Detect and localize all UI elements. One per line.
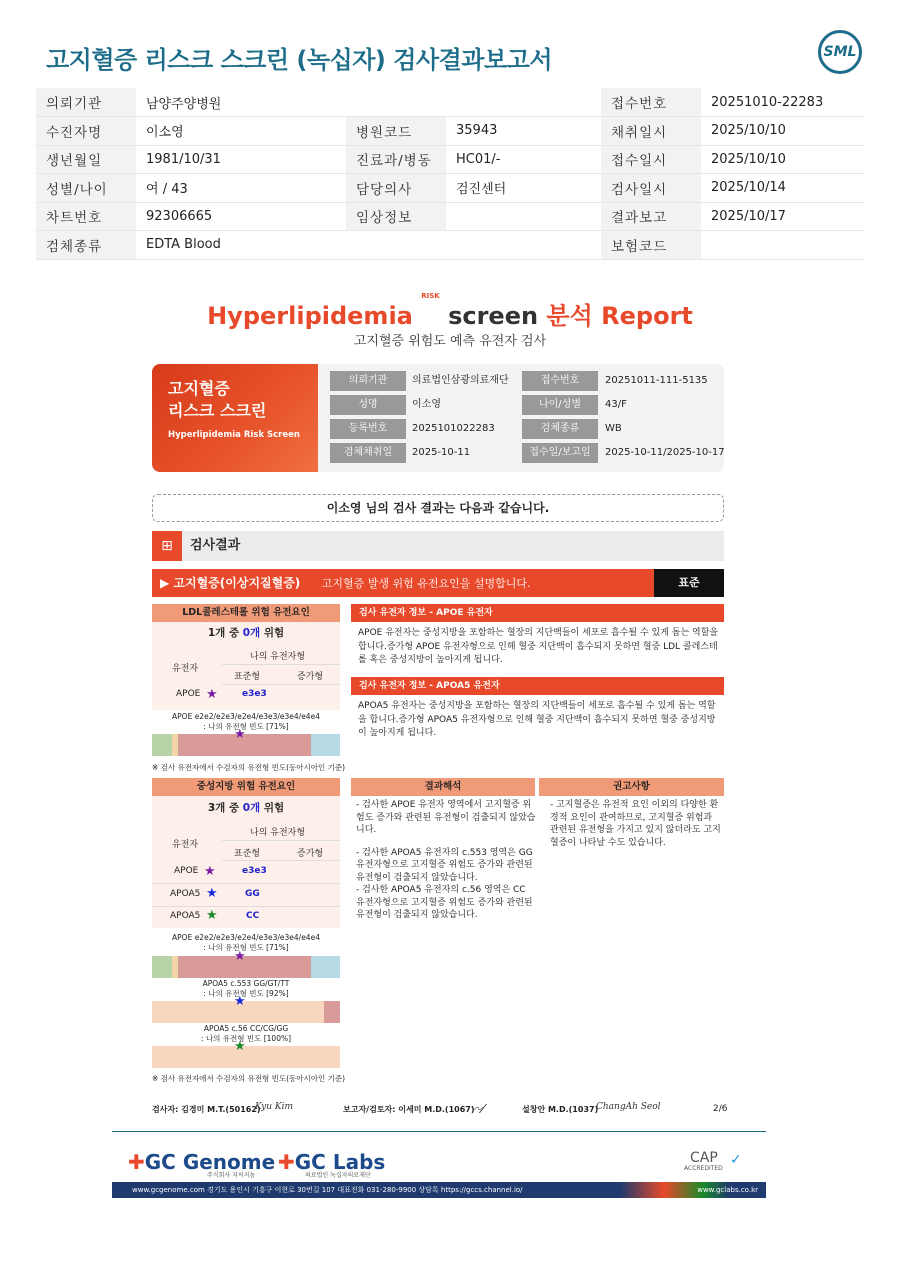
cap-sub: ACCREDITED [684, 1165, 723, 1172]
label-result-report: 결과보고 [601, 202, 701, 231]
tg-note: ※ 검사 유전자에서 수검자의 유전형 빈도(동아시아인 기준) [152, 1074, 346, 1083]
table-row [36, 202, 864, 231]
col-gene: 유전자 [172, 840, 199, 850]
table-row [36, 231, 864, 260]
signature-2: 〰⁄ [470, 1102, 485, 1116]
cap-logo: CAP [690, 1150, 718, 1166]
info-value: 2025101022283 [412, 423, 495, 434]
tg-count [152, 800, 340, 815]
tg-caption-apoa5-553 [152, 979, 340, 999]
report-subtitle: 고지혈증 위험도 예측 유전자 검사 [353, 334, 547, 349]
green-star-icon: ★ [206, 908, 218, 923]
gene-name: APOA5 [170, 911, 201, 921]
signature-3: ChangAh Seol [596, 1102, 661, 1112]
tg-panel-head: 중성지방 위험 유전요인 [152, 778, 340, 796]
caption-line: : 나의 유전형 빈도 [92%] [203, 989, 289, 998]
info-label: 검체종류 [522, 419, 598, 439]
report-title [150, 292, 750, 331]
label-chart-no: 차트번호 [36, 202, 136, 231]
value-receipt-date: 2025/10/10 [701, 145, 864, 174]
info-label: 성명 [330, 395, 406, 415]
table-row [36, 145, 864, 174]
empty-cell [346, 88, 446, 117]
info-value: 이소영 [412, 399, 441, 410]
value-clinical-info [446, 202, 601, 231]
risk-badge-icon: RISK [421, 292, 440, 300]
grid-line [222, 860, 340, 861]
ldl-count-val: 0개 [242, 627, 261, 639]
empty-cell [346, 231, 446, 260]
apoe-info-text: APOE 유전자는 중성지방을 포함하는 혈장의 지단백들이 세포로 흡수될 수 있게 돕는 역할을 합니다.증가형 APOE 유전자형으로 인해 혈중 지단백이 흡수되지 못하면 혈중 LDL 콜레스테롤 혹은 중성지방이 높아지게 됩니다. [358, 628, 719, 665]
sml-logo: SML [818, 30, 862, 74]
purple-star-icon: ★ [234, 727, 246, 742]
red-title-panel [152, 364, 318, 472]
label-hospital-code: 병원코드 [346, 117, 446, 146]
report-title-mid: screen [448, 302, 539, 330]
table-row [36, 88, 864, 117]
freq-segment [152, 956, 172, 978]
ldl-panel-head: LDL콜레스테롤 위험 유전요인 [152, 604, 340, 622]
value-receipt-no: 20251010-22283 [701, 88, 864, 117]
ldl-note: ※ 검사 유전자에서 수검자의 유전형 빈도(동아시아인 기준) [152, 763, 346, 772]
apoa5-info-head: 검사 유전자 정보 - APOA5 유전자 [351, 677, 724, 695]
gc-labs-text: GC Labs [294, 1150, 386, 1174]
gene-name: APOE [176, 689, 201, 699]
col-increased: 증가형 [297, 849, 324, 859]
info-label: 접수번호 [522, 371, 598, 391]
value-birthdate: 1981/10/31 [136, 145, 346, 174]
document-title: 고지혈증 리스크 스크린 (녹십자) 검사결과보고서 [46, 46, 553, 74]
section-title: 검사결과 [190, 538, 241, 553]
tg-count-pre: 3개 중 [207, 802, 240, 814]
freq-segment [324, 1001, 340, 1023]
hyperlipidemia-bar [152, 569, 654, 597]
value-dept: HC01/- [446, 145, 601, 174]
signer-2: 보고자/검토자: 이세미 M.D.(1067) [343, 1105, 475, 1114]
caption-line: APOE e2e2/e2e3/e2e4/e3e3/e3e4/e4e4 [172, 933, 320, 942]
grid-line [222, 664, 340, 665]
label-insurance-code: 보험코드 [601, 231, 701, 260]
label-collection-date: 채취일시 [601, 117, 701, 146]
info-label: 등록번호 [330, 419, 406, 439]
interp-head: 결과해석 [351, 778, 535, 796]
label-specimen: 검체종류 [36, 231, 136, 260]
green-star-icon: ★ [234, 1039, 246, 1054]
divider [112, 1131, 766, 1132]
purple-star-icon: ★ [204, 864, 216, 879]
red-title-sub: Hyperlipidemia Risk Screen [168, 430, 300, 440]
gene-name: APOA5 [170, 889, 201, 899]
info-label: 나이/성별 [522, 395, 598, 415]
rec-text: - 고지혈증은 유전적 요인 이외의 다양한 환경적 요인이 관여하므로, 고지혈증 위험과 관련된 유전형을 가지고 있지 않더라도 고지혈증이 나타날 수도 있습니다. [550, 800, 721, 848]
interp-text [356, 799, 536, 922]
value-doctor: 검진센터 [446, 174, 601, 203]
empty-cell [446, 231, 601, 260]
caption-line: : 나의 유전형 빈도 [100%] [200, 1034, 292, 1043]
table-row [36, 117, 864, 146]
label-receipt-no: 접수번호 [601, 88, 701, 117]
label-sex-age: 성별/나이 [36, 174, 136, 203]
caption-line: : 나의 유전형 빈도 [71%] [203, 722, 289, 731]
tg-caption-apoa5-56 [152, 1024, 340, 1044]
label-dept: 진료과/병동 [346, 145, 446, 174]
patient-info-table [36, 88, 864, 260]
genotype-value: e3e3 [242, 689, 267, 699]
info-value: 2025-10-11 [412, 447, 471, 458]
caption-line: APOE e2e2/e2e3/e2e4/e3e3/e3e4/e4e4 [172, 712, 320, 721]
page-number: 2/6 [713, 1104, 728, 1114]
interp-item: - 검사한 APOE 유전자 영역에서 고지혈증 위험도 증가와 관련된 유전형이 검출되지 않았습니다. [356, 800, 536, 835]
col-standard: 표준형 [234, 849, 261, 859]
freq-segment [152, 734, 172, 756]
col-my-genotype: 나의 유전자형 [250, 652, 306, 662]
report-title-left: Hyperlipidemia [207, 302, 413, 330]
tg-count-post: 위험 [263, 802, 285, 814]
interp-item: - 검사한 APOA5 유전자의 c.56 영역은 CC 유전자형으로 고지혈증 위험도 증가와 관련된 유전형이 검출되지 않았습니다. [356, 885, 533, 920]
purple-star-icon: ★ [206, 687, 218, 702]
hyperlipidemia-bar-title: ▶ 고지혈증(이상지질혈증) [160, 576, 301, 590]
info-value: 의료법인삼광의료재단 [412, 375, 509, 386]
signer-1: 검사자: 김경미 M.T.(50162) [152, 1105, 261, 1114]
gc-genome-sub: 주식회사 지씨지놈 [207, 1172, 256, 1179]
info-label: 접수일/보고일 [522, 443, 598, 463]
value-sex-age: 여 / 43 [136, 174, 346, 203]
genotype-value: e3e3 [242, 866, 267, 876]
red-title-line-1: 고지혈증 [168, 379, 230, 398]
value-test-date: 2025/10/14 [701, 174, 864, 203]
table-row [36, 174, 864, 203]
hyperlipidemia-bar-desc: 고지혈증 발생 위험 유전요인을 설명합니다. [321, 577, 531, 590]
col-increased: 증가형 [297, 672, 324, 682]
freq-segment [152, 1046, 340, 1068]
signature-1: Kyu Kim [255, 1102, 294, 1112]
gc-labs-sub: 의료법인 녹십자의료재단 [305, 1172, 371, 1179]
value-patient-name: 이소영 [136, 117, 346, 146]
info-value: WB [605, 423, 622, 434]
info-value: 43/F [605, 399, 627, 410]
empty-cell [446, 88, 601, 117]
interp-item: - 검사한 APOA5 유전자의 c.553 영역은 GG 유전자형으로 고지혈증 위험도 증가와 관련된 유전형이 검출되지 않았습니다. [356, 847, 533, 883]
value-chart-no: 92306665 [136, 202, 346, 231]
grid-line [222, 840, 340, 841]
apoa5-info-text: APOA5 유전자는 중성지방을 포함하는 혈장의 지단백들이 세포로 흡수될 수 있게 돕는 역할을 합니다.증가형 APOA5 유전자형으로 인해 혈중 지단백이 흡수되지 못하면 혈중 중성지방이 높아지게 됩니다. [358, 701, 716, 738]
info-label: 검체채취일 [330, 443, 406, 463]
tg-count-val: 0개 [242, 802, 261, 814]
label-requesting-org: 의뢰기관 [36, 88, 136, 117]
tg-caption-apoe [152, 933, 340, 953]
gc-cross-icon: ✚ [278, 1150, 295, 1174]
label-doctor: 담당의사 [346, 174, 446, 203]
result-summary: 이소영 님의 검사 결과는 다음과 같습니다. [152, 494, 724, 522]
gene-name: APOE [174, 866, 199, 876]
col-my-genotype: 나의 유전자형 [250, 828, 306, 838]
label-patient-name: 수진자명 [36, 117, 136, 146]
apoe-info-head: 검사 유전자 정보 - APOE 유전자 [351, 604, 724, 622]
label-birthdate: 생년월일 [36, 145, 136, 174]
footer-contact: www.gcgenome.com 경기도 용인시 기흥구 이현로 30번길 107 대표전화 031-280-9900 상담톡 https://gccs.channel.io/ [132, 1186, 523, 1194]
ldl-count [152, 625, 340, 640]
footer-bar [112, 1182, 766, 1198]
standard-badge: 표준 [654, 569, 724, 597]
info-value: 20251011-111-5135 [605, 375, 708, 386]
signer-3: 설창안 M.D.(1037) [522, 1105, 599, 1114]
col-gene: 유전자 [172, 664, 199, 674]
value-result-report: 2025/10/17 [701, 202, 864, 231]
value-hospital-code: 35943 [446, 117, 601, 146]
info-label: 의뢰기관 [330, 371, 406, 391]
ldl-count-pre: 1개 중 [207, 627, 240, 639]
gc-cross-icon: ✚ [128, 1150, 145, 1174]
caption-line: : 나의 유전형 빈도 [71%] [203, 943, 289, 952]
label-clinical-info: 임상정보 [346, 202, 446, 231]
blue-star-icon: ★ [206, 886, 218, 901]
grid-line [152, 883, 340, 884]
ldl-count-post: 위험 [263, 627, 285, 639]
freq-segment [311, 956, 340, 978]
label-receipt-date: 접수일시 [601, 145, 701, 174]
report-title-right: 분석 Report [546, 302, 693, 330]
rec-head: 권고사항 [539, 778, 724, 796]
freq-segment [311, 734, 340, 756]
blue-star-icon: ★ [234, 994, 246, 1009]
gc-genome-text: GC Genome [144, 1150, 276, 1174]
info-value: 2025-10-11/2025-10-17 [605, 447, 725, 458]
purple-star-icon: ★ [234, 949, 246, 964]
value-collection-date: 2025/10/10 [701, 117, 864, 146]
caption-line: APOA5 c.553 GG/GT/TT [202, 979, 290, 988]
footer-url: www.gclabs.co.kr [697, 1186, 758, 1194]
genotype-value: CC [246, 911, 260, 921]
ldl-caption [152, 712, 340, 732]
check-icon: ✓ [730, 1152, 742, 1168]
value-requesting-org: 남양주양병원 [136, 88, 346, 117]
genotype-value: GG [245, 889, 260, 899]
grid-line [152, 906, 340, 907]
red-title-line-2: 리스크 스크린 [168, 401, 267, 420]
grid-line [222, 684, 340, 685]
label-test-date: 검사일시 [601, 174, 701, 203]
col-standard: 표준형 [234, 672, 261, 682]
value-insurance-code [701, 231, 864, 260]
result-folder-icon: ⊞ [152, 531, 182, 561]
caption-line: APOA5 c.56 CC/CG/GG [203, 1024, 289, 1033]
value-specimen: EDTA Blood [136, 231, 346, 260]
